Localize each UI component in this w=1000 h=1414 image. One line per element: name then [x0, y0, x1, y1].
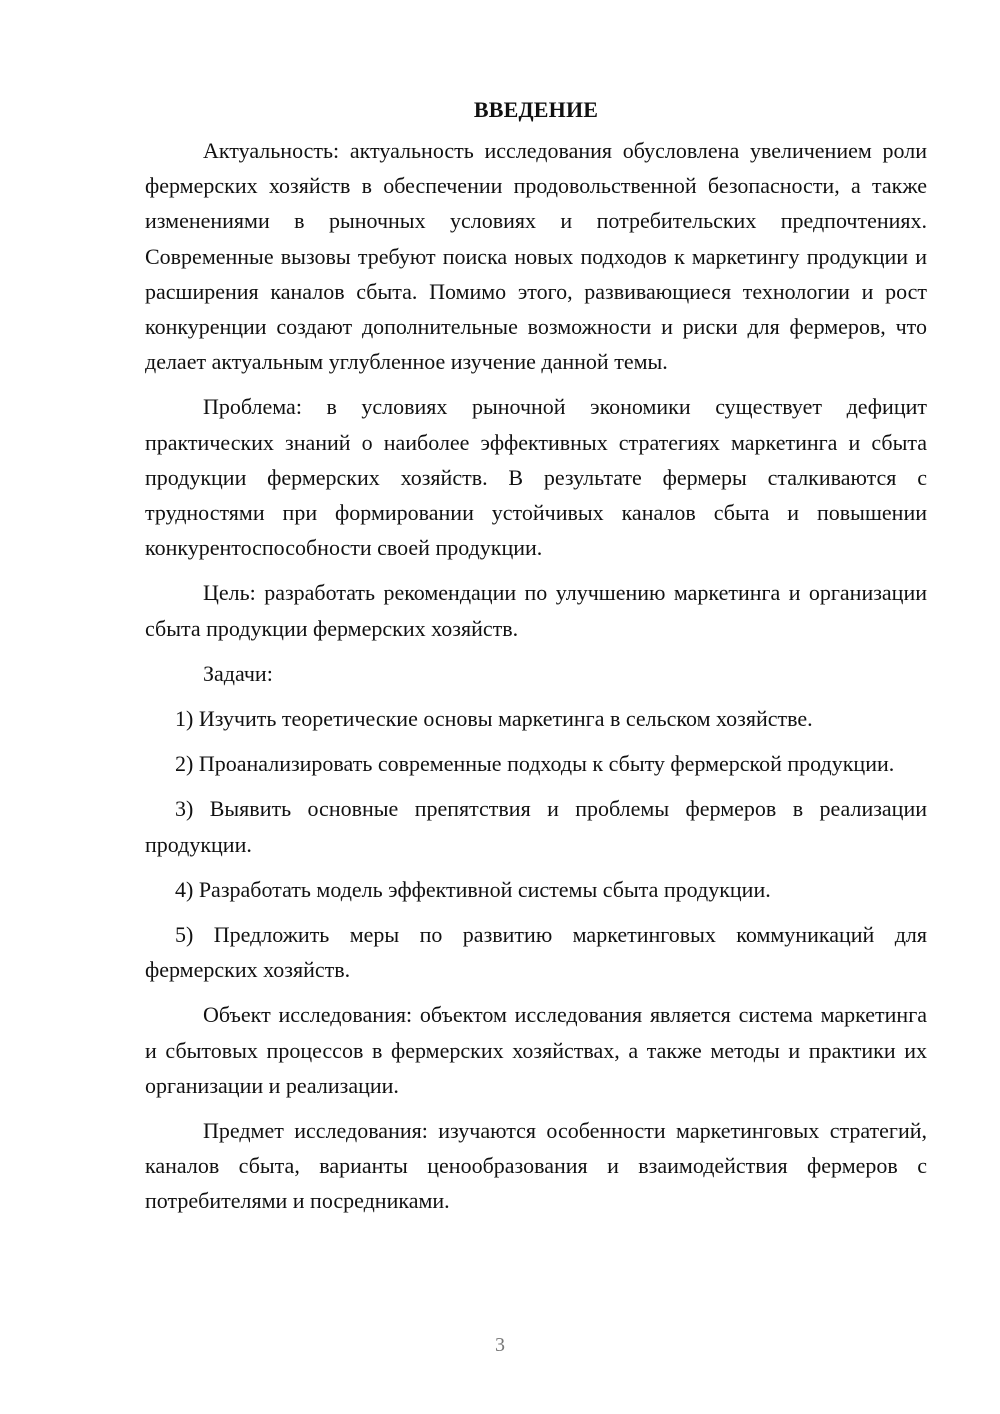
paragraph-object: Объект исследования: объектом исследования является система маркетинга и сбытовых процессов в фермерских хозяйствах, а также методы и практики их организации и реализации. — [145, 1002, 927, 1098]
page-title: ВВЕДЕНИЕ — [473, 97, 599, 122]
paragraph-relevance: Актуальность: актуальность исследования обусловлена увеличением роли фермерских хозяйств в обеспечении продовольственной безопасности, а также изменениями в рыночных условиях и потребительских предпочтениях. Современные вызовы требуют поиска новых подходов к маркетингу продукции и расширения каналов сбыта. Помимо этого, развивающиеся технологии и рост конкуренции создают дополнительные возможности и риски для фермеров, что делает актуальным углубленное изучение данной темы. — [145, 138, 927, 375]
document-page — [145, 95, 927, 1219]
paragraph-subject: Предмет исследования: изучаются особенности маркетинговых стратегий, каналов сбыта, варианты ценообразования и взаимодействия фермеров с потребителями и посредниками. — [145, 1118, 927, 1214]
page-number: 3 — [495, 1334, 505, 1356]
paragraph-goal: Цель: разработать рекомендации по улучшению маркетинга и организации сбыта продукции фермерских хозяйств. — [145, 580, 927, 641]
task-item-3: 3) Выявить основные препятствия и проблемы фермеров в реализации продукции. — [145, 796, 927, 857]
task-item-4: 4) Разработать модель эффективной системы сбыта продукции. — [175, 876, 771, 902]
paragraph-problem: Проблема: в условиях рыночной экономики существует дефицит практических знаний о наиболее эффективных стратегиях маркетинга и сбыта продукции фермерских хозяйств. В результате фермеры сталкиваются с трудностями при формировании устойчивых каналов сбыта и повышении конкурентоспособности своей продукции. — [145, 394, 927, 561]
tasks-label: Задачи: — [203, 660, 273, 686]
task-item-1: 1) Изучить теоретические основы маркетинга в сельском хозяйстве. — [175, 706, 813, 732]
task-item-5: 5) Предложить меры по развитию маркетинговых коммуникаций для фермерских хозяйств. — [145, 922, 927, 983]
task-item-2: 2) Проанализировать современные подходы к сбыту фермерской продукции. — [175, 751, 895, 777]
